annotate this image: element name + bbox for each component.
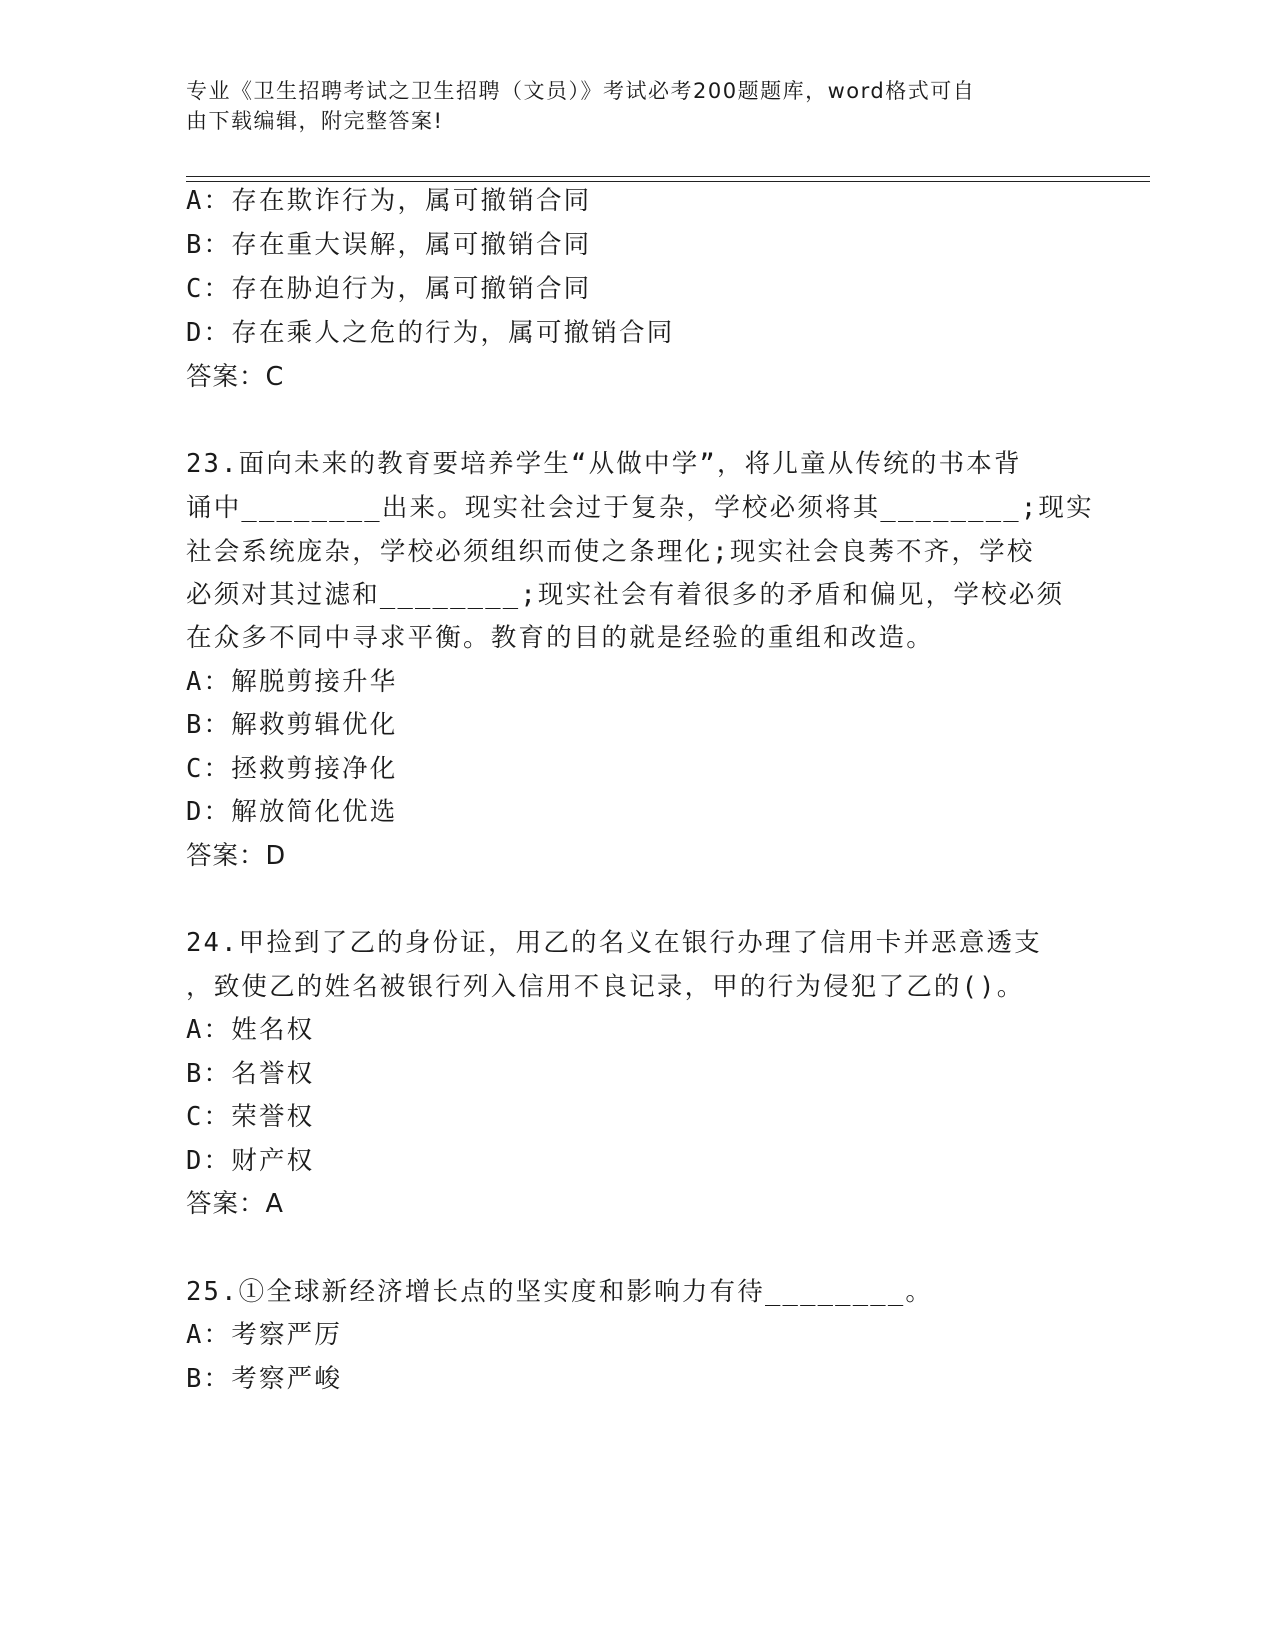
q24-answer: 答案：A: [186, 1189, 284, 1219]
q22-answer: 答案：C: [186, 362, 285, 392]
q23-option-b: B：解救剪辑优化: [186, 710, 398, 740]
q24-text-line-1: 24.甲捡到了乙的身份证，用乙的名义在银行办理了信用卡并恶意透支: [186, 928, 1042, 958]
q24-text-line-2: ，致使乙的姓名被银行列入信用不良记录，甲的行为侵犯了乙的()。: [186, 972, 1025, 1002]
q23-text-line-5: 在众多不同中寻求平衡。教育的目的就是经验的重组和改造。: [186, 623, 934, 653]
q23-text-line-3: 社会系统庞杂，学校必须组织而使之条理化;现实社会良莠不齐，学校: [186, 537, 1035, 567]
q24-option-a: A：姓名权: [186, 1015, 315, 1045]
q23-text-line-2: 诵中________出来。现实社会过于复杂，学校必须将其________;现实: [186, 493, 1094, 523]
q24-option-c: C：荣誉权: [186, 1102, 315, 1132]
q23-text-line-4: 必须对其过滤和________;现实社会有着很多的矛盾和偏见，学校必须: [186, 580, 1065, 610]
header-divider-thin: [186, 181, 1150, 182]
q25-option-a: A：考察严厉: [186, 1320, 343, 1350]
header-line-1: 专业《卫生招聘考试之卫生招聘（文员）》考试必考200题题库，word格式可自: [186, 79, 976, 103]
q24-option-b: B：名誉权: [186, 1059, 315, 1089]
q22-option-d: D：存在乘人之危的行为，属可撤销合同: [186, 318, 675, 348]
q23-text-line-1: 23.面向未来的教育要培养学生“从做中学”，将儿童从传统的书本背: [186, 449, 1022, 479]
q24-option-d: D：财产权: [186, 1146, 315, 1176]
q22-option-c: C：存在胁迫行为，属可撤销合同: [186, 274, 592, 304]
header-divider-thick: [186, 176, 1150, 177]
q22-option-b: B：存在重大误解，属可撤销合同: [186, 230, 592, 260]
q22-option-a: A：存在欺诈行为，属可撤销合同: [186, 186, 592, 216]
q23-option-d: D：解放简化优选: [186, 797, 398, 827]
q23-option-c: C：拯救剪接净化: [186, 754, 398, 784]
q25-text-line-1: 25.①全球新经济增长点的坚实度和影响力有待________。: [186, 1277, 934, 1307]
q23-option-a: A：解脱剪接升华: [186, 667, 398, 697]
q23-answer: 答案：D: [186, 841, 287, 871]
header-line-2: 由下载编辑，附完整答案!: [186, 109, 444, 133]
q25-option-b: B：考察严峻: [186, 1364, 343, 1394]
document-header: [186, 76, 1066, 136]
